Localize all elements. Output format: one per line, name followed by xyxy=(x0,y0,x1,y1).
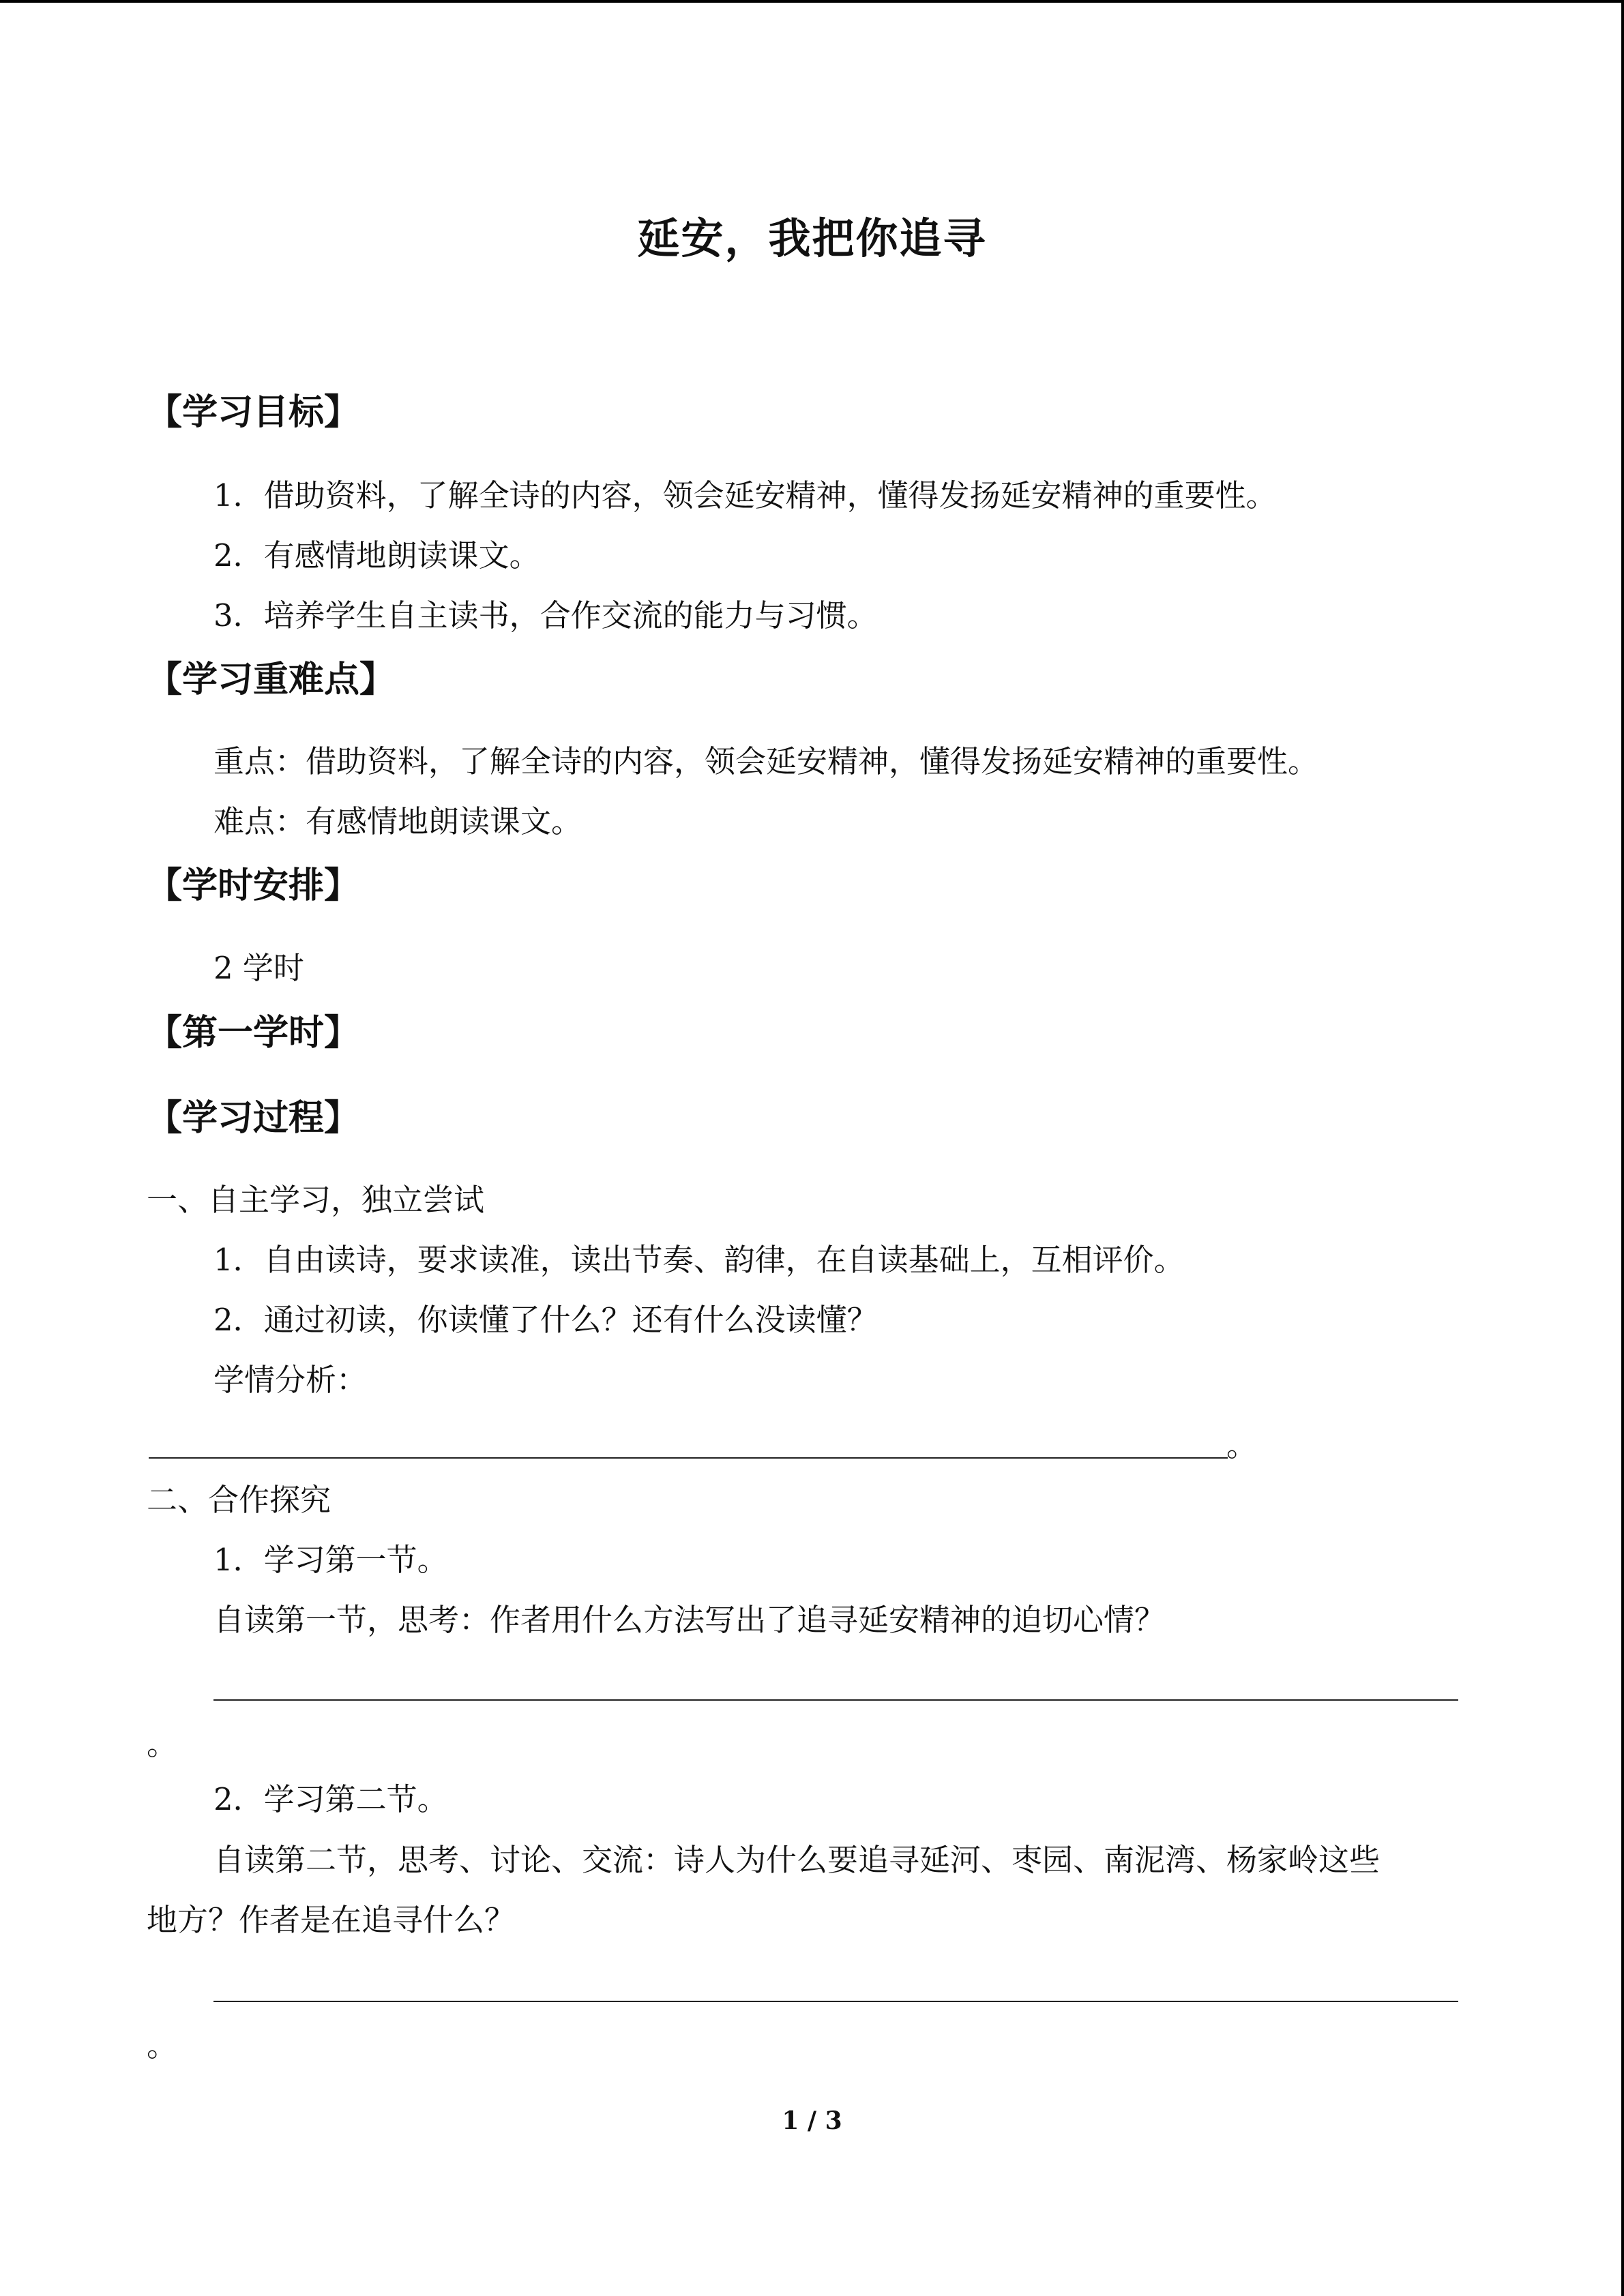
page-number: 1 / 3 xyxy=(782,2106,842,2135)
part1-item-1: 1．自由读诗，要求读准，读出节奏、韵律，在自读基础上，互相评价。 xyxy=(213,1242,1185,1278)
heading-first-period: 【第一学时】 xyxy=(147,1012,360,1054)
section2-question-line1: 自读第二节，思考、讨论、交流：诗人为什么要追寻延河、枣园、南泥湾、杨家岭这些 xyxy=(213,1842,1381,1878)
heading-learning-goals: 【学习目标】 xyxy=(147,391,360,433)
heading-learning-process: 【学习过程】 xyxy=(147,1097,360,1139)
goal-item-3: 3．培养学生自主读书，合作交流的能力与习惯。 xyxy=(213,597,878,633)
page-border-top xyxy=(0,0,1624,3)
heading-key-points: 【学习重难点】 xyxy=(147,659,396,700)
section2-end-mark: 。 xyxy=(147,2027,178,2063)
key-point-focus: 重点：借助资料，了解全诗的内容，领会延安精神，懂得发扬延安精神的重要性。 xyxy=(213,743,1319,779)
part1-item-2: 2．通过初读，你读懂了什么？还有什么没读懂？ xyxy=(213,1302,878,1338)
section1-question: 自读第一节，思考：作者用什么方法写出了追寻延安精神的迫切心情？ xyxy=(213,1602,1166,1638)
heading-schedule: 【学时安排】 xyxy=(147,865,360,906)
section1-end-mark: 。 xyxy=(147,1726,178,1762)
part1-title: 一、自主学习，独立尝试 xyxy=(147,1182,485,1218)
schedule-value: 2 学时 xyxy=(213,950,304,986)
goal-item-1: 1．借助资料，了解全诗的内容，领会延安精神，懂得发扬延安精神的重要性。 xyxy=(213,477,1277,513)
section1-title: 1．学习第一节。 xyxy=(213,1542,448,1578)
section2-answer-line[interactable] xyxy=(213,2001,1458,2002)
analysis-answer-line[interactable] xyxy=(149,1457,1228,1459)
key-point-difficulty: 难点：有感情地朗读课文。 xyxy=(213,803,582,839)
section2-question-line2: 地方？作者是在追寻什么？ xyxy=(147,1902,516,1938)
part2-title: 二、合作探究 xyxy=(147,1482,331,1518)
page-border-right xyxy=(1621,0,1624,2296)
section2-title: 2．学习第二节。 xyxy=(213,1781,448,1817)
section1-answer-line[interactable] xyxy=(213,1699,1458,1701)
goal-item-2: 2．有感情地朗读课文。 xyxy=(213,537,540,573)
analysis-label: 学情分析： xyxy=(213,1362,368,1398)
document-title: 延安，我把你追寻 xyxy=(637,213,987,263)
analysis-end-mark: 。 xyxy=(1226,1427,1258,1463)
